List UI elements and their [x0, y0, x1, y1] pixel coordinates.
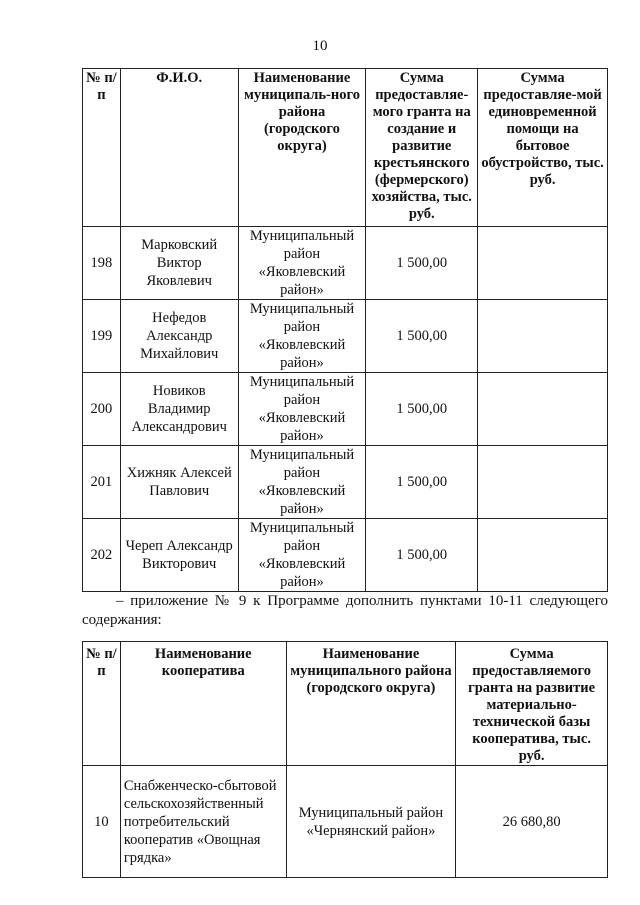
- row-grant: 26 680,80: [456, 766, 608, 878]
- amendment-paragraph: – приложение № 9 к Программе дополнить пунктами 10-11 следующего содержания:: [82, 593, 608, 628]
- table-header-row: [83, 642, 608, 766]
- row-fio: Нефедов Александр Михайлович: [120, 300, 238, 373]
- col-header-fio: Ф.И.О.: [120, 69, 238, 227]
- row-number: 199: [83, 300, 121, 373]
- row-grant: 1 500,00: [366, 519, 478, 592]
- row-fio: Череп Александр Викторович: [120, 519, 238, 592]
- row-grant: 1 500,00: [366, 300, 478, 373]
- row-grant: 1 500,00: [366, 373, 478, 446]
- row-district: Муниципальный район «Яковлевский район»: [238, 446, 366, 519]
- row-fio: Новиков Владимир Александрович: [120, 373, 238, 446]
- col-header-number: № п/п: [83, 69, 121, 227]
- row-aid: [478, 300, 608, 373]
- table-header-row: [83, 69, 608, 227]
- row-cooperative: Снабженческо-сбытовой сельскохозяйственный потребительский кооператив «Овощная грядка»: [120, 766, 286, 878]
- row-aid: [478, 519, 608, 592]
- row-district: Муниципальный район «Яковлевский район»: [238, 373, 366, 446]
- col-header-district: Наименование муниципального района (городского округа): [286, 642, 456, 766]
- row-number: 10: [83, 766, 121, 878]
- table-row: [83, 766, 608, 878]
- row-number: 198: [83, 227, 121, 300]
- col-header-grant: Сумма предоставляе-мого гранта на создание и развитие крестьянского (фермерского) хозяйства, тыс. руб.: [366, 69, 478, 227]
- table-row: [83, 227, 608, 300]
- col-header-number: № п/п: [83, 642, 121, 766]
- table-row: [83, 519, 608, 592]
- row-grant: 1 500,00: [366, 227, 478, 300]
- cooperative-grant-table: [82, 641, 608, 878]
- row-district: Муниципальный район «Чернянский район»: [286, 766, 456, 878]
- col-header-cooperative: Наименование кооператива: [120, 642, 286, 766]
- table-row: [83, 446, 608, 519]
- page-number: 10: [312, 38, 328, 54]
- row-district: Муниципальный район «Яковлевский район»: [238, 227, 366, 300]
- col-header-district: Наименование муниципаль-ного района (городского округа): [238, 69, 366, 227]
- row-number: 200: [83, 373, 121, 446]
- row-district: Муниципальный район «Яковлевский район»: [238, 300, 366, 373]
- row-aid: [478, 446, 608, 519]
- row-grant: 1 500,00: [366, 446, 478, 519]
- row-aid: [478, 227, 608, 300]
- row-district: Муниципальный район «Яковлевский район»: [238, 519, 366, 592]
- table-row: [83, 300, 608, 373]
- table-row: [83, 373, 608, 446]
- row-fio: Хижняк Алексей Павлович: [120, 446, 238, 519]
- row-number: 201: [83, 446, 121, 519]
- row-number: 202: [83, 519, 121, 592]
- row-fio: Марковский Виктор Яковлевич: [120, 227, 238, 300]
- col-header-grant: Сумма предоставляемого гранта на развитие материально-технической базы кооператива, тыс. руб.: [456, 642, 608, 766]
- col-header-aid: Сумма предоставляе-мой единовременной помощи на бытовое обустройство, тыс. руб.: [478, 69, 608, 227]
- grant-recipients-table: [82, 68, 608, 592]
- row-aid: [478, 373, 608, 446]
